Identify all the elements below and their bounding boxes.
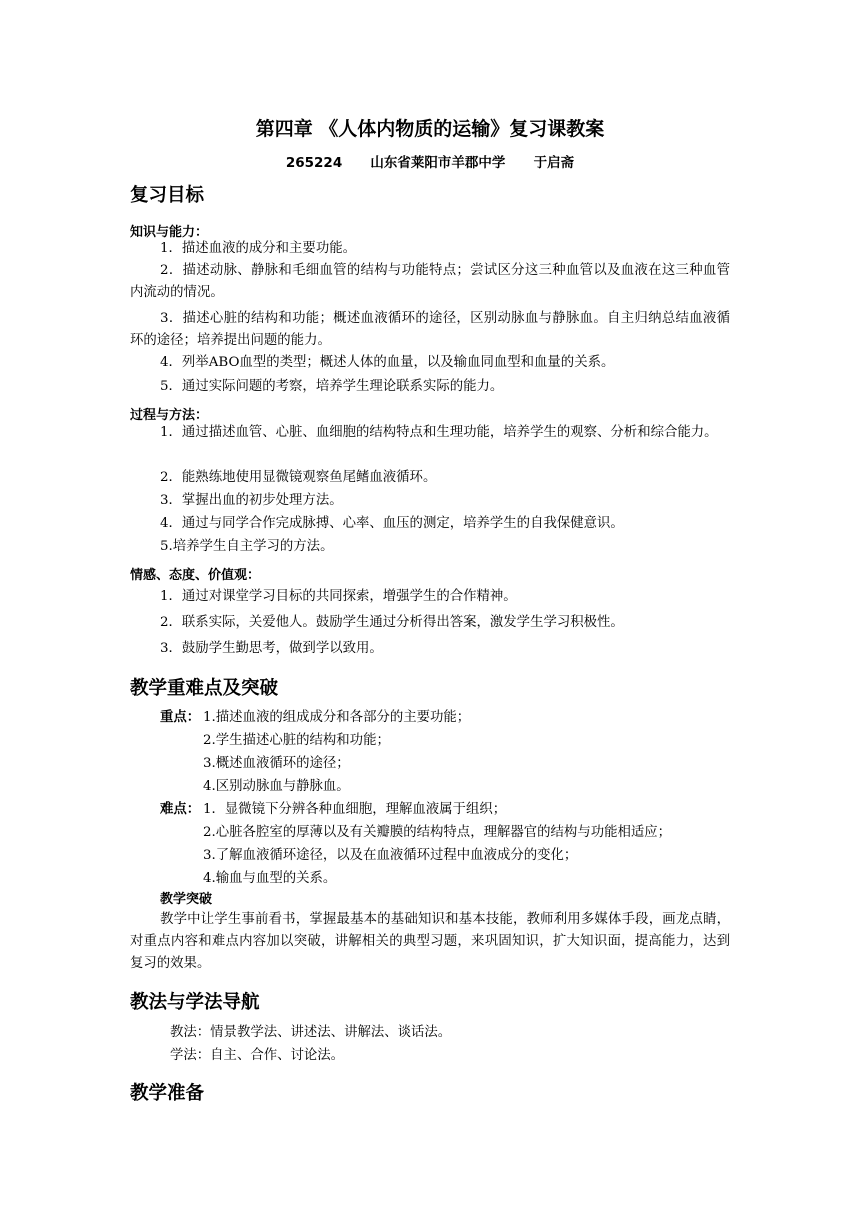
process-item: 1．通过描述血管、心脏、血细胞的结构特点和生理功能，培养学生的观察、分析和综合能力。 [160,425,718,440]
focus-item: 3.概述血液循环的途径； [203,756,350,771]
section-heading-keypoints: 教学重难点及突破 [130,678,279,699]
difficulty-item: 2.心脏各腔室的厚薄以及有关瓣膜的结构特点，理解器官的结构与功能相适应； [203,825,672,840]
section-heading-goals: 复习目标 [130,185,205,206]
breakthrough-label: 教学突破 [160,892,213,907]
section-heading-methods: 教法与学法导航 [130,992,260,1013]
focus-item: 1.描述血液的组成成分和各部分的主要功能； [203,710,471,725]
knowledge-item: 3．描述心脏的结构和功能；概述血液循环的途径，区别动脉血与静脉血。自主归纳总结血液循环的途径；培养提出问题的能力。 [130,311,730,348]
goals-process-label: 过程与方法： [130,408,209,423]
difficulty-item: 3.了解血液循环途径，以及在血液循环过程中血液成分的变化； [203,848,578,863]
knowledge-item: 4．列举ABO血型的类型；概述人体的血量，以及输血同血型和血量的关系。 [160,355,615,370]
process-item: 2．能熟练地使用显微镜观察鱼尾鳍血液循环。 [160,470,437,485]
process-item: 5.培养学生自主学习的方法。 [160,539,334,554]
knowledge-item: 1．描述血液的成分和主要功能。 [160,241,356,256]
process-item: 4．通过与同学合作完成脉搏、心率、血压的测定，培养学生的自我保健意识。 [160,516,624,531]
process-item: 3．掌握出血的初步处理方法。 [160,493,343,508]
document-title: 第四章 《人体内物质的运输》复习课教案 [255,118,605,140]
difficulty-item: 1．显微镜下分辨各种血细胞，理解血液属于组织； [203,802,507,817]
difficulty-item: 4.输血与血型的关系。 [203,871,337,886]
focus-item: 4.区别动脉血与静脉血。 [203,779,350,794]
attitude-item: 2．联系实际，关爱他人。鼓励学生通过分析得出答案，激发学生学习积极性。 [160,615,624,630]
learning-method: 学法：自主、合作、讨论法。 [170,1048,345,1063]
attitude-item: 1．通过对课堂学习目标的共同探索，增强学生的合作精神。 [160,589,517,604]
knowledge-item: 2．描述动脉、静脉和毛细血管的结构与功能特点；尝试区分这三种血管以及血液在这三种血管内流动的情况。 [130,263,730,300]
teaching-method: 教法：情景教学法、讲述法、讲解法、谈话法。 [170,1025,452,1040]
knowledge-item: 5．通过实际问题的考察，培养学生理论联系实际的能力。 [160,379,504,394]
attitude-item: 3．鼓励学生勤思考，做到学以致用。 [160,641,383,656]
goals-knowledge-label: 知识与能力： [130,225,209,240]
breakthrough-text: 教学中让学生事前看书，掌握最基本的基础知识和基本技能，教师利用多媒体手段，画龙点睛，对重点内容和难点内容加以突破，讲解相关的典型习题，来巩固知识，扩大知识面，提高能力，达到复习的效果。 [130,912,730,971]
focus-label: 重点： [160,710,201,725]
focus-item: 2.学生描述心脏的结构和功能； [203,733,390,748]
section-heading-preparation: 教学准备 [130,1083,205,1104]
difficulty-label: 难点： [160,802,201,817]
document-subtitle: 265224 山东省莱阳市羊郡中学 于启斋 [285,155,575,171]
goals-attitude-label: 情感、态度、价值观： [130,568,261,583]
